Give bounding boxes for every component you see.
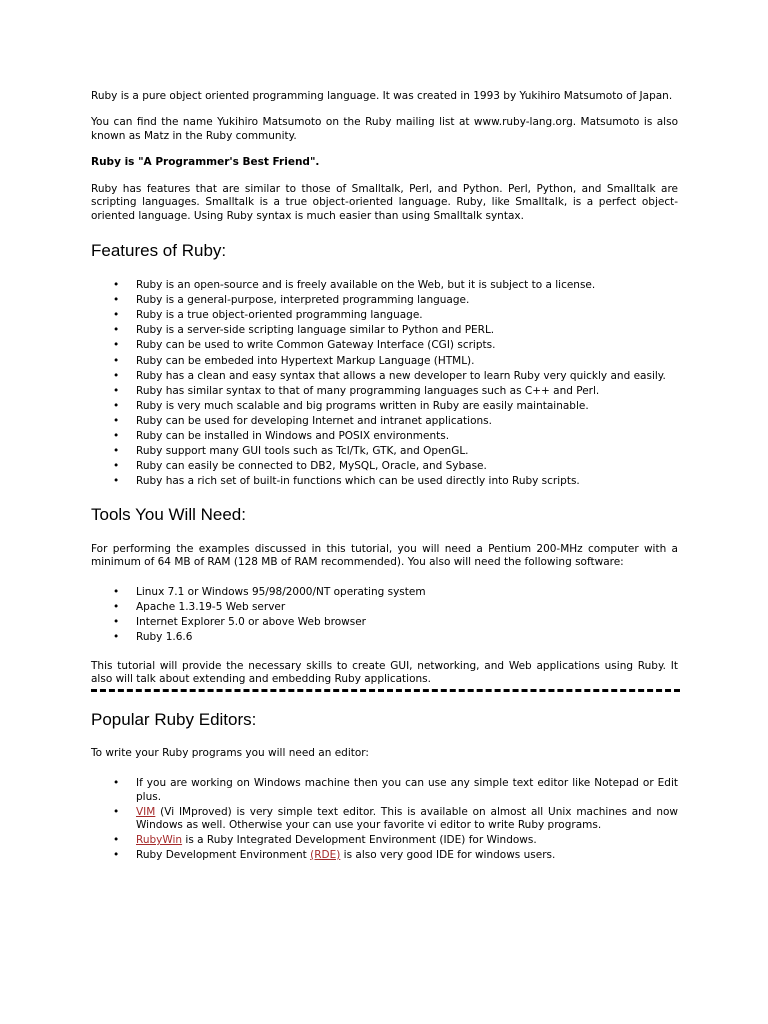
bullet-icon: • [113,369,120,382]
bullet-icon: • [113,309,120,322]
list-item [91,460,678,473]
document-page [91,84,678,864]
tools-intro-paragraph: For performing the examples discussed in this tutorial, you will need a Pentium 200-MHz computer with a minimum of 64 MB of RAM (128 MB of RAM recommended). You also will need the following software: [91,542,678,568]
list-item-text: Ruby is a server-side scripting language similar to Python and PERL. [136,324,495,337]
list-item-text: Ruby can be used for developing Internet and intranet applications. [136,414,492,427]
editors-heading: Popular Ruby Editors: [91,710,257,730]
list-item-text: Linux 7.1 or Windows 95/98/2000/NT operating system [136,586,426,599]
bullet-icon: • [113,777,120,790]
bullet-icon: • [113,631,120,644]
list-item-text: Ruby can easily be connected to DB2, MySQL, Oracle, and Sybase. [136,460,487,473]
list-item-text: Ruby is a general-purpose, interpreted programming language. [136,294,470,307]
list-item [91,616,678,629]
bullet-icon: • [113,399,120,412]
rde-link[interactable]: (RDE) [310,848,341,861]
bullet-icon: • [113,445,120,458]
list-item-text: is also very good IDE for windows users. [340,848,556,861]
list-item-text: Ruby has similar syntax to that of many programming languages such as C++ and Perl. [136,384,600,397]
list-item [91,834,678,847]
list-item [91,400,678,413]
list-item [91,631,678,644]
list-item-text: Ruby is very much scalable and big programs written in Ruby are easily maintainable. [136,399,589,412]
list-item-text: Ruby support many GUI tools such as Tcl/Tk, GTK, and OpenGL. [136,445,469,458]
editors-intro-paragraph: To write your Ruby programs you will need an editor: [91,747,369,760]
list-item-text: Ruby 1.6.6 [136,631,193,644]
list-item [91,475,678,488]
bullet-icon: • [113,586,120,599]
list-item-text: If you are working on Windows machine then you can use any simple text editor like Notepad or Edit plus. [136,777,678,803]
tools-list [91,586,678,644]
list-item [91,294,678,307]
list-item [91,430,678,443]
dashed-divider [91,689,680,692]
list-item [91,586,678,599]
bullet-icon: • [113,616,120,629]
intro-paragraph-1: Ruby is a pure object oriented programming language. It was created in 1993 by Yukihiro Matsumoto of Japan. [91,90,673,102]
list-item [91,309,678,322]
bullet-icon: • [113,848,120,861]
list-item [91,415,678,428]
features-heading: Features of Ruby: [91,241,227,261]
list-item-text: Apache 1.3.19-5 Web server [136,601,286,614]
bullet-icon: • [113,430,120,443]
list-item [91,339,678,352]
list-item-text: Ruby has a rich set of built-in functions which can be used directly into Ruby scripts. [136,475,580,488]
intro-paragraph-2: You can find the name Yukihiro Matsumoto on the Ruby mailing list at www.ruby-lang.org. Matsumoto is also known as Matz in the Ruby community. [91,116,678,142]
features-list [91,279,678,488]
bullet-icon: • [113,805,120,818]
list-item-text: Internet Explorer 5.0 or above Web browser [136,616,366,629]
intro-paragraph-3: Ruby has features that are similar to those of Smalltalk, Perl, and Python. Perl, Python, and Smalltalk are scripting languages. Smalltalk is a true object-oriented language. Ruby, like Smalltalk, is a perfect object-oriented language. Using Ruby syntax is much easier than using Smalltalk syntax. [91,183,678,222]
list-item-text: Ruby has a clean and easy syntax that allows a new developer to learn Ruby very quickly and easily. [136,369,666,382]
bullet-icon: • [113,833,120,846]
bullet-icon: • [113,294,120,307]
list-item [91,445,678,458]
list-item [91,385,678,398]
list-item-text: Ruby is an open-source and is freely available on the Web, but it is subject to a license. [136,279,596,292]
list-item [91,370,678,383]
list-item-text: (Vi IMproved) is very simple text editor. This is available on almost all Unix machines and now Windows as well. Otherwise your can use your favorite vi editor to write Ruby programs. [136,805,678,831]
editors-list [91,777,678,862]
bullet-icon: • [113,384,120,397]
list-item-text: is a Ruby Integrated Development Environment (IDE) for Windows. [182,833,537,846]
vim-link[interactable]: VIM [136,805,156,818]
list-item-text: Ruby can be used to write Common Gateway Interface (CGI) scripts. [136,339,496,352]
bullet-icon: • [113,601,120,614]
bullet-icon: • [113,324,120,337]
list-item-text: Ruby can be installed in Windows and POSIX environments. [136,430,450,443]
intro-tagline: Ruby is "A Programmer's Best Friend". [91,155,320,168]
tools-outro-paragraph: This tutorial will provide the necessary skills to create GUI, networking, and Web applications using Ruby. It also will talk about extending and embedding Ruby applications. [91,659,678,685]
list-item [91,601,678,614]
bullet-icon: • [113,460,120,473]
tools-heading: Tools You Will Need: [91,504,246,524]
bullet-icon: • [113,475,120,488]
list-item [91,355,678,368]
list-item [91,279,678,292]
list-item-text: Ruby can be embeded into Hypertext Markup Language (HTML). [136,354,475,367]
bullet-icon: • [113,339,120,352]
rubywin-link[interactable]: RubyWin [136,833,183,846]
bullet-icon: • [113,354,120,367]
bullet-icon: • [113,279,120,292]
list-item [91,806,678,832]
list-item [91,324,678,337]
list-item-text: Ruby is a true object-oriented programming language. [136,309,423,322]
list-item [91,777,678,803]
list-item [91,849,678,862]
list-item-text: Ruby Development Environment [136,848,311,861]
bullet-icon: • [113,414,120,427]
